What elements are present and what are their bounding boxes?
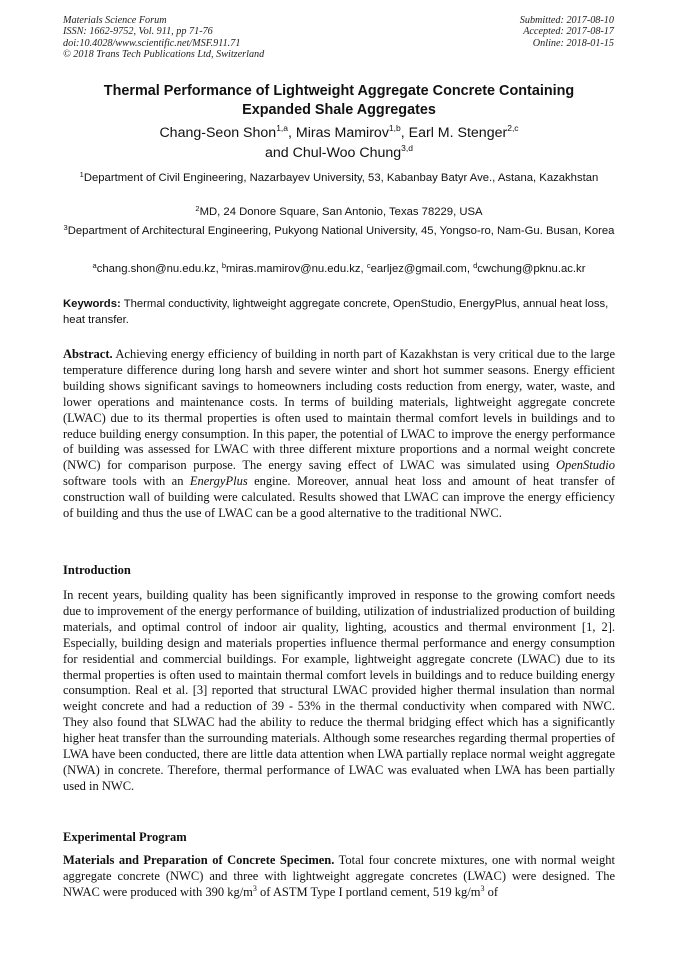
submission-dates	[520, 15, 614, 49]
email-b[interactable]: miras.mamirov@nu.edu.kz,	[226, 263, 364, 275]
affiliation-1: $^1$Department of Civil Engineering, Nazarbayev University, 53, Kabanbay Batyr Ave., Astana, Kazakhstan	[79, 170, 599, 184]
materials-paragraph: Materials and Preparation of Concrete Specimen. Total four concrete mixtures, one with normal weight aggregate concrete (NWC) and three with lightweight aggregate concretes (LWAC) were designed. The NWAC were produced with 390 $kg/m^3$ of ASTM Type I portland cement, 519 $kg/m^3$ of	[63, 853, 615, 899]
submitted-date: Submitted: 2017-08-10	[519, 15, 614, 26]
affiliation-3: $^3$Department of Architectural Engineering, Pukyong National University, 45, Yongso-ro, Nam-Gu. Busan, Korea	[63, 223, 615, 237]
paper-title: Thermal Performance of Lightweight Aggregate Concrete Containing Expanded Shale Aggregates	[103, 83, 575, 118]
author-list: Chang-Seon Shon$^{1,a}$, Miras Mamirov$^{1,b}$, Earl M. Stenger$^{2,c}$ and Chul-Woo Chung$^{3,d}$	[159, 123, 519, 161]
experimental-heading: Experimental Program	[63, 830, 187, 844]
email-list: $^a$chang.shon@nu.edu.kz, $^b$miras.mamirov@nu.edu.kz, $^c$earljez@gmail.com, $^d$cwchung@pknu.ac.kr	[92, 261, 586, 275]
author-2: Miras Mamirov	[295, 125, 389, 141]
abstract: Abstract. Achieving energy efficiency of building in north part of Kazakhstan is very critical due to the large temperature difference during long harsh and severe winter and short hot summer seasons. Energy efficient building shows significant savings to homeowners including costs reduction from energy, water, waste, and lower operations and maintenance costs. In terms of building materials, lightweight aggregate concrete (LWAC) due to its thermal properties is often used to maintain thermal comfort levels in buildings and to reduce building energy consumption. In this paper, the potential of LWAC to improve the energy performance of building was assessed for LWAC with three different mixture proportions and a normal weight concrete (NWC) for comparison purpose. The energy saving effect of LWAC was simulated using OpenStudio software tools with an EnergyPlus engine. Moreover, annual heat loss and amount of heat transfer of construction wall of building were calculated. Results showed that LWAC can improve the energy efficiency of building and thus the use of LWAC can be a good alternative to the traditional NWC.	[63, 347, 616, 521]
keywords-text: Thermal conductivity, lightweight aggregate concrete, OpenStudio, EnergyPlus, annual heat loss, heat transfer.	[63, 298, 609, 326]
introduction-text: In recent years, building quality has been significantly improved in response to the growing comfort needs due to improvement of the energy performance of building, utilization of industrialized production of building materials, and optimal control of indoor air quality, lighting, acoustics and thermal environment [1, 2]. Especially, building design and materials properties influence thermal performance and energy consumption for residential and commercial buildings. For example, lightweight aggregate concrete (LWAC) due to its thermal properties is often used to maintain thermal comfort levels in buildings and to reduce building energy consumption. Real et al. [3] reported that structural LWAC provided higher thermal insulation than normal weight concrete and had a reduction of 39 - 53% in the thermal conductivity when compared with NWC. They also found that SLWAC had the ability to reduce the thermal bridging effect which has a significantly higher heat transfer than the surrounding materials. Although some researches regarding thermal properties of LWA have been conducted, there are little data attention when LWA partially replace normal weight aggregate (NWA) in concrete. Therefore, thermal performance of LWAC was evaluated when LWA has been partially used in NWC.	[63, 588, 615, 793]
email-d[interactable]: cwchung@pknu.ac.kr	[477, 263, 586, 275]
journal-info	[63, 15, 264, 60]
issn-line: ISSN: 1662-9752, Vol. 911, pp 71-76	[63, 26, 213, 38]
author-1: Chang-Seon Shon	[159, 125, 277, 141]
author-4: and Chul-Woo Chung	[264, 144, 402, 161]
doi-line: doi:10.4028/www.scientific.net/MSF.911.71	[63, 37, 241, 49]
email-c[interactable]: earljez@gmail.com,	[370, 263, 470, 275]
copyright-line: © 2018 Trans Tech Publications Ltd, Switzerland	[63, 48, 265, 60]
online-date: Online: 2018-01-15	[532, 37, 614, 49]
email-a[interactable]: chang.shon@nu.edu.kz,	[96, 263, 219, 275]
journal-name: Materials Science Forum	[63, 15, 167, 26]
keywords-label: Keywords:	[63, 298, 121, 310]
affiliation-2: $^2$MD, 24 Donore Square, San Antonio, Texas 78229, USA	[195, 204, 483, 218]
accepted-date: Accepted: 2017-08-17	[523, 26, 614, 38]
author-3: Earl M. Stenger	[408, 125, 508, 141]
abstract-label: Abstract.	[63, 347, 113, 361]
keywords	[63, 296, 615, 328]
materials-subheading: Materials and Preparation of Concrete Specimen.	[63, 853, 335, 867]
introduction-heading: Introduction	[63, 563, 131, 577]
